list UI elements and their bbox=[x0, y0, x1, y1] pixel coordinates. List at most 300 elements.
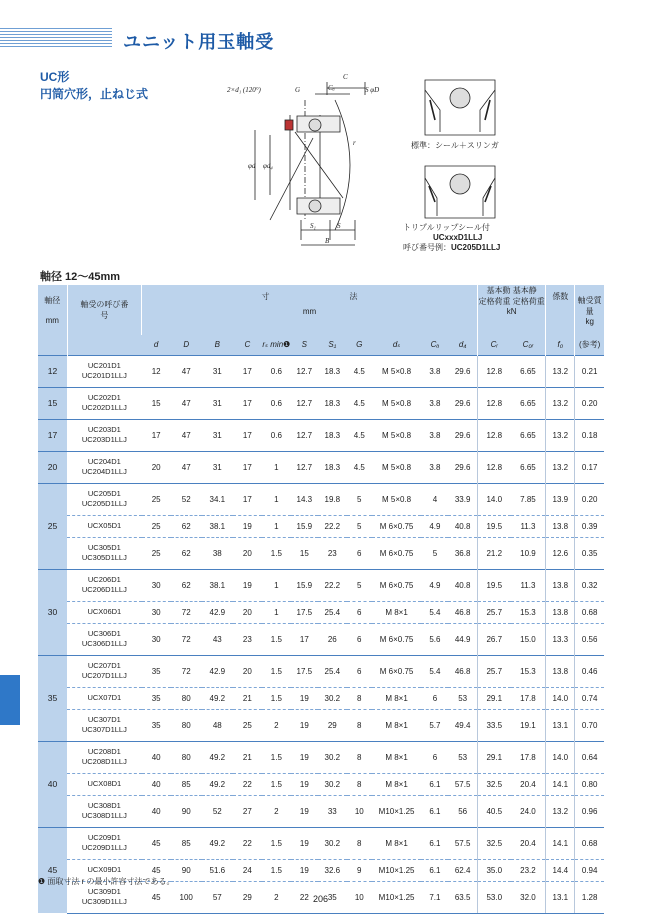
value-cell: 25 bbox=[142, 515, 171, 537]
value-cell: 7.1 bbox=[421, 881, 448, 913]
value-cell: 46.8 bbox=[448, 655, 477, 687]
value-cell: 13.8 bbox=[546, 515, 575, 537]
value-cell: 15.9 bbox=[291, 569, 318, 601]
value-cell: 35 bbox=[142, 709, 171, 741]
value-cell: 52 bbox=[202, 795, 233, 827]
value-cell: 38 bbox=[202, 537, 233, 569]
value-cell: 21.2 bbox=[477, 537, 510, 569]
value-cell: 19 bbox=[291, 795, 318, 827]
value-cell: 11.3 bbox=[511, 569, 546, 601]
value-cell: 1.28 bbox=[575, 881, 604, 913]
value-cell: 1.5 bbox=[262, 827, 291, 859]
value-cell: 80 bbox=[171, 687, 202, 709]
value-cell: 31 bbox=[202, 387, 233, 419]
part-number: UC201D1LLJ bbox=[81, 371, 127, 380]
value-cell: 40.8 bbox=[448, 569, 477, 601]
symbol-header: C₀ᵣ bbox=[511, 335, 546, 355]
value-cell: 5.7 bbox=[421, 709, 448, 741]
value-cell: 23.2 bbox=[511, 859, 546, 881]
value-cell: 0.32 bbox=[575, 569, 604, 601]
value-cell: 6 bbox=[347, 601, 372, 623]
part-number-cell bbox=[67, 451, 142, 483]
symbol-header: d₄ bbox=[448, 335, 477, 355]
value-cell: 6.65 bbox=[511, 451, 546, 483]
symbol-header: f₀ bbox=[546, 335, 575, 355]
value-cell: 0.68 bbox=[575, 601, 604, 623]
part-number: UC306D1 bbox=[87, 629, 121, 638]
value-cell: 30 bbox=[142, 623, 171, 655]
part-number-cell bbox=[67, 387, 142, 419]
value-cell: 18.3 bbox=[318, 355, 347, 387]
value-cell: 19 bbox=[233, 569, 262, 601]
part-number-cell bbox=[67, 773, 142, 795]
part-number: UC203D1 bbox=[87, 425, 121, 434]
value-cell: 80 bbox=[171, 741, 202, 773]
value-cell: 15.3 bbox=[511, 601, 546, 623]
page-title: ユニット用玉軸受 bbox=[123, 32, 275, 52]
value-cell: 23 bbox=[318, 537, 347, 569]
table-row bbox=[38, 709, 604, 741]
value-cell: 17.5 bbox=[291, 655, 318, 687]
value-cell: 1.5 bbox=[262, 741, 291, 773]
value-cell: 72 bbox=[171, 601, 202, 623]
value-cell: M10×1.25 bbox=[372, 881, 422, 913]
symbol-header: rₛ min❶ bbox=[262, 335, 291, 355]
value-cell: 15 bbox=[142, 387, 171, 419]
value-cell: 0.20 bbox=[575, 387, 604, 419]
value-cell: 5 bbox=[421, 537, 448, 569]
value-cell: 9 bbox=[347, 859, 372, 881]
value-cell: 53.0 bbox=[477, 881, 510, 913]
dimensions-unit: mm bbox=[142, 307, 478, 335]
part-number-cell bbox=[67, 687, 142, 709]
part-number: UC309D1LLJ bbox=[81, 897, 127, 906]
triple-seal-text: トリプルリップシール付 bbox=[403, 223, 490, 232]
shaft-range-heading: 軸径 12～45mm bbox=[40, 271, 121, 283]
part-number: UCX06D1 bbox=[87, 607, 122, 616]
value-cell: 13.8 bbox=[546, 601, 575, 623]
value-cell: 26.7 bbox=[477, 623, 510, 655]
value-cell: M 6×0.75 bbox=[372, 623, 422, 655]
value-cell: 13.2 bbox=[546, 451, 575, 483]
value-cell: 31 bbox=[202, 451, 233, 483]
shaft-diameter-cell: 30 bbox=[38, 569, 67, 655]
table-row bbox=[38, 741, 604, 773]
value-cell: 31 bbox=[202, 419, 233, 451]
value-cell: 13.3 bbox=[546, 623, 575, 655]
part-number-cell bbox=[67, 709, 142, 741]
table-row bbox=[38, 387, 604, 419]
value-cell: 17 bbox=[142, 419, 171, 451]
value-cell: 17 bbox=[233, 451, 262, 483]
value-cell: 12.7 bbox=[291, 355, 318, 387]
s1-label: S₁ bbox=[310, 222, 316, 230]
value-cell: 29.6 bbox=[448, 419, 477, 451]
value-cell: 45 bbox=[142, 859, 171, 881]
shaft-header: 軸径 mm bbox=[38, 285, 67, 335]
table-row bbox=[38, 601, 604, 623]
part-number: UC207D1 bbox=[87, 661, 121, 670]
value-cell: 0.96 bbox=[575, 795, 604, 827]
value-cell: 0.94 bbox=[575, 859, 604, 881]
value-cell: M 8×1 bbox=[372, 741, 422, 773]
value-cell: 85 bbox=[171, 773, 202, 795]
value-cell: 15.3 bbox=[511, 655, 546, 687]
value-cell: 1 bbox=[262, 483, 291, 515]
value-cell: 10.9 bbox=[511, 537, 546, 569]
value-cell: 25 bbox=[142, 483, 171, 515]
value-cell: 14.0 bbox=[477, 483, 510, 515]
value-cell: 3.8 bbox=[421, 451, 448, 483]
value-cell: M 6×0.75 bbox=[372, 569, 422, 601]
value-cell: 90 bbox=[171, 859, 202, 881]
value-cell: 4.5 bbox=[347, 419, 372, 451]
value-cell: 56 bbox=[448, 795, 477, 827]
value-cell: 12.6 bbox=[546, 537, 575, 569]
d4-label: φd₄ bbox=[263, 162, 273, 170]
symbol-header: Cₐ bbox=[421, 335, 448, 355]
value-cell: 4 bbox=[421, 483, 448, 515]
value-cell: 20 bbox=[233, 537, 262, 569]
table-row bbox=[38, 569, 604, 601]
sd-label: S φD bbox=[365, 86, 380, 94]
value-cell: 62.4 bbox=[448, 859, 477, 881]
value-cell: M 6×0.75 bbox=[372, 655, 422, 687]
part-number: UC202D1LLJ bbox=[81, 403, 127, 412]
shaft-diameter-cell: 20 bbox=[38, 451, 67, 483]
value-cell: 72 bbox=[171, 655, 202, 687]
value-cell: 32.5 bbox=[477, 773, 510, 795]
value-cell: 0.18 bbox=[575, 419, 604, 451]
value-cell: 21 bbox=[233, 687, 262, 709]
value-cell: 30 bbox=[142, 601, 171, 623]
bearing-section-drawing bbox=[215, 70, 395, 250]
triple-seal-code: UCxxxD1LLJ bbox=[433, 233, 483, 242]
value-cell: 13.2 bbox=[546, 419, 575, 451]
symbol-header: B bbox=[202, 335, 233, 355]
value-cell: 15.0 bbox=[511, 623, 546, 655]
value-cell: 5.4 bbox=[421, 601, 448, 623]
part-number-cell bbox=[67, 483, 142, 515]
value-cell: 18.3 bbox=[318, 387, 347, 419]
value-cell: 20 bbox=[142, 451, 171, 483]
rating-header: 基本動 基本静 定格荷重 定格荷重 bbox=[478, 286, 545, 306]
value-cell: 8 bbox=[347, 709, 372, 741]
value-cell: 19.1 bbox=[511, 709, 546, 741]
value-cell: 0.68 bbox=[575, 827, 604, 859]
symbol-header: (参考) bbox=[575, 335, 604, 355]
value-cell: 17 bbox=[291, 623, 318, 655]
s-label: S bbox=[337, 222, 341, 230]
symbol-header: G bbox=[347, 335, 372, 355]
angle-label: 2×d₁ (120°) bbox=[227, 86, 261, 94]
value-cell: 27 bbox=[233, 795, 262, 827]
shaft-diameter-cell: 35 bbox=[38, 655, 67, 741]
value-cell: 32.0 bbox=[511, 881, 546, 913]
value-cell: 1 bbox=[262, 569, 291, 601]
value-cell: 25 bbox=[233, 709, 262, 741]
value-cell: M 5×0.8 bbox=[372, 387, 422, 419]
part-number: UC305D1 bbox=[87, 543, 121, 552]
table-row bbox=[38, 515, 604, 537]
value-cell: 72 bbox=[171, 623, 202, 655]
value-cell: 19 bbox=[291, 741, 318, 773]
value-cell: 47 bbox=[171, 451, 202, 483]
value-cell: 17 bbox=[233, 387, 262, 419]
d-label: φd bbox=[248, 162, 256, 170]
c-label: C bbox=[343, 73, 348, 81]
value-cell: 6 bbox=[347, 623, 372, 655]
part-number: UC201D1 bbox=[87, 361, 121, 370]
value-cell: 29.6 bbox=[448, 355, 477, 387]
value-cell: 0.80 bbox=[575, 773, 604, 795]
value-cell: 6.65 bbox=[511, 387, 546, 419]
value-cell: 25.7 bbox=[477, 601, 510, 623]
part-number: UCX07D1 bbox=[87, 693, 122, 702]
value-cell: M 6×0.75 bbox=[372, 537, 422, 569]
shaft-diameter-cell: 12 bbox=[38, 355, 67, 387]
part-number: UC209D1LLJ bbox=[81, 843, 127, 852]
value-cell: 47 bbox=[171, 355, 202, 387]
value-cell: 0.64 bbox=[575, 741, 604, 773]
triple-lip-seal-drawing bbox=[405, 158, 515, 228]
value-cell: 3.8 bbox=[421, 387, 448, 419]
value-cell: 22 bbox=[291, 881, 318, 913]
value-cell: 12.8 bbox=[477, 419, 510, 451]
symbol-header: S₁ bbox=[318, 335, 347, 355]
value-cell: 25.4 bbox=[318, 601, 347, 623]
table-row bbox=[38, 773, 604, 795]
value-cell: 17.8 bbox=[511, 741, 546, 773]
value-cell: 6 bbox=[347, 537, 372, 569]
value-cell: 35 bbox=[318, 881, 347, 913]
value-cell: 14.1 bbox=[546, 773, 575, 795]
value-cell: 22.2 bbox=[318, 515, 347, 537]
value-cell: 8 bbox=[347, 827, 372, 859]
value-cell: 13.9 bbox=[546, 483, 575, 515]
value-cell: M 8×1 bbox=[372, 687, 422, 709]
value-cell: 20.4 bbox=[511, 827, 546, 859]
value-cell: M 8×1 bbox=[372, 709, 422, 741]
part-number: UC305D1LLJ bbox=[81, 553, 127, 562]
value-cell: 0.46 bbox=[575, 655, 604, 687]
example-prefix: 呼び番号例： bbox=[403, 243, 451, 252]
value-cell: 20 bbox=[233, 655, 262, 687]
value-cell: 43 bbox=[202, 623, 233, 655]
value-cell: 12 bbox=[142, 355, 171, 387]
value-cell: 33.9 bbox=[448, 483, 477, 515]
value-cell: 1.5 bbox=[262, 623, 291, 655]
standard-seal-caption: 標準：シール＋スリンガ bbox=[411, 141, 499, 150]
value-cell: 36.8 bbox=[448, 537, 477, 569]
value-cell: 62 bbox=[171, 569, 202, 601]
part-number-cell bbox=[67, 601, 142, 623]
part-number-cell bbox=[67, 419, 142, 451]
value-cell: M 5×0.8 bbox=[372, 451, 422, 483]
page-number: 206 bbox=[313, 894, 329, 904]
part-number-cell bbox=[67, 537, 142, 569]
type-label: UC形 bbox=[40, 70, 70, 84]
value-cell: 57 bbox=[202, 881, 233, 913]
value-cell: 57.5 bbox=[448, 827, 477, 859]
value-cell: 62 bbox=[171, 537, 202, 569]
value-cell: 18.3 bbox=[318, 451, 347, 483]
value-cell: 0.6 bbox=[262, 355, 291, 387]
part-number: UC306D1LLJ bbox=[81, 639, 127, 648]
table-row bbox=[38, 687, 604, 709]
part-number: UC307D1 bbox=[87, 715, 121, 724]
value-cell: 24 bbox=[233, 859, 262, 881]
part-number: UC307D1LLJ bbox=[81, 725, 127, 734]
value-cell: 40 bbox=[142, 773, 171, 795]
value-cell: 1.5 bbox=[262, 773, 291, 795]
value-cell: 1 bbox=[262, 601, 291, 623]
shaft-diameter-cell: 25 bbox=[38, 483, 67, 569]
value-cell: 62 bbox=[171, 515, 202, 537]
value-cell: 42.9 bbox=[202, 655, 233, 687]
shaft-diameter-cell: 15 bbox=[38, 387, 67, 419]
value-cell: 18.3 bbox=[318, 419, 347, 451]
value-cell: 13.2 bbox=[546, 355, 575, 387]
value-cell: 12.8 bbox=[477, 451, 510, 483]
value-cell: 13.8 bbox=[546, 655, 575, 687]
part-number: UC206D1LLJ bbox=[81, 585, 127, 594]
value-cell: 26 bbox=[318, 623, 347, 655]
value-cell: 6.65 bbox=[511, 419, 546, 451]
value-cell: M 8×1 bbox=[372, 773, 422, 795]
value-cell: 13.8 bbox=[546, 569, 575, 601]
value-cell: 53 bbox=[448, 687, 477, 709]
shaft-diameter-cell: 17 bbox=[38, 419, 67, 451]
value-cell: 30 bbox=[142, 569, 171, 601]
value-cell: 2 bbox=[262, 709, 291, 741]
value-cell: 21 bbox=[233, 741, 262, 773]
part-number-cell bbox=[67, 515, 142, 537]
value-cell: 4.5 bbox=[347, 355, 372, 387]
part-number-cell bbox=[67, 623, 142, 655]
part-number-cell bbox=[67, 355, 142, 387]
value-cell: 0.70 bbox=[575, 709, 604, 741]
value-cell: 3.8 bbox=[421, 355, 448, 387]
value-cell: 24.0 bbox=[511, 795, 546, 827]
table-row bbox=[38, 623, 604, 655]
symbol-header: D bbox=[171, 335, 202, 355]
part-number: UC203D1LLJ bbox=[81, 435, 127, 444]
value-cell: 14.3 bbox=[291, 483, 318, 515]
value-cell: 47 bbox=[171, 387, 202, 419]
value-cell: 17 bbox=[233, 419, 262, 451]
value-cell: 90 bbox=[171, 795, 202, 827]
part-number-cell bbox=[67, 827, 142, 859]
value-cell: 14.1 bbox=[546, 827, 575, 859]
value-cell: 4.9 bbox=[421, 515, 448, 537]
value-cell: 49.2 bbox=[202, 687, 233, 709]
g-label: G bbox=[295, 86, 301, 94]
value-cell: 19 bbox=[233, 515, 262, 537]
value-cell: 4.5 bbox=[347, 451, 372, 483]
value-cell: 100 bbox=[171, 881, 202, 913]
footnote: ❶ 面取寸法 r の最小許容寸法である。 bbox=[38, 877, 175, 886]
value-cell: 22 bbox=[233, 773, 262, 795]
value-cell: 49.2 bbox=[202, 773, 233, 795]
part-number: UC205D1LLJ bbox=[81, 499, 127, 508]
value-cell: 15 bbox=[291, 537, 318, 569]
value-cell: 29.1 bbox=[477, 741, 510, 773]
value-cell: 44.9 bbox=[448, 623, 477, 655]
value-cell: 5.4 bbox=[421, 655, 448, 687]
value-cell: 29.6 bbox=[448, 387, 477, 419]
value-cell: 12.8 bbox=[477, 355, 510, 387]
value-cell: 0.74 bbox=[575, 687, 604, 709]
value-cell: 23 bbox=[233, 623, 262, 655]
shaft-diameter-cell: 40 bbox=[38, 741, 67, 827]
value-cell: 0.20 bbox=[575, 483, 604, 515]
value-cell: 22.2 bbox=[318, 569, 347, 601]
value-cell: 33.5 bbox=[477, 709, 510, 741]
value-cell: 6 bbox=[421, 741, 448, 773]
value-cell: 4.9 bbox=[421, 569, 448, 601]
value-cell: 45 bbox=[142, 881, 171, 913]
part-header: 軸受の呼び番号 bbox=[67, 285, 142, 335]
part-number-cell bbox=[67, 741, 142, 773]
value-cell: 22 bbox=[233, 827, 262, 859]
value-cell: M 5×0.8 bbox=[372, 483, 422, 515]
r-label: r bbox=[353, 139, 356, 147]
value-cell: M 8×1 bbox=[372, 601, 422, 623]
value-cell: 25 bbox=[142, 537, 171, 569]
value-cell: 49.2 bbox=[202, 741, 233, 773]
value-cell: 45 bbox=[142, 827, 171, 859]
value-cell: 5 bbox=[347, 515, 372, 537]
part-number: UC204D1 bbox=[87, 457, 121, 466]
value-cell: 7.85 bbox=[511, 483, 546, 515]
value-cell: 51.6 bbox=[202, 859, 233, 881]
value-cell: 80 bbox=[171, 709, 202, 741]
part-number: UCX08D1 bbox=[87, 779, 122, 788]
value-cell: 30.2 bbox=[318, 741, 347, 773]
table-row bbox=[38, 451, 604, 483]
value-cell: 6.1 bbox=[421, 827, 448, 859]
value-cell: 6.65 bbox=[511, 355, 546, 387]
value-cell: 0.6 bbox=[262, 419, 291, 451]
value-cell: 10 bbox=[347, 881, 372, 913]
value-cell: 25.4 bbox=[318, 655, 347, 687]
value-cell: 29 bbox=[318, 709, 347, 741]
value-cell: 17.5 bbox=[291, 601, 318, 623]
value-cell: 0.39 bbox=[575, 515, 604, 537]
value-cell: 17 bbox=[233, 483, 262, 515]
value-cell: M 8×1 bbox=[372, 827, 422, 859]
value-cell: 35 bbox=[142, 687, 171, 709]
value-cell: 1.5 bbox=[262, 859, 291, 881]
value-cell: 0.6 bbox=[262, 387, 291, 419]
value-cell: 32.5 bbox=[477, 827, 510, 859]
value-cell: 6.1 bbox=[421, 859, 448, 881]
value-cell: 19 bbox=[291, 859, 318, 881]
value-cell: 19 bbox=[291, 827, 318, 859]
value-cell: 53 bbox=[448, 741, 477, 773]
value-cell: 30.2 bbox=[318, 773, 347, 795]
symbol-header: C bbox=[233, 335, 262, 355]
value-cell: 42.9 bbox=[202, 601, 233, 623]
part-number: UC207D1LLJ bbox=[81, 671, 127, 680]
value-cell: 49.2 bbox=[202, 827, 233, 859]
table-row bbox=[38, 419, 604, 451]
value-cell: 6 bbox=[347, 655, 372, 687]
part-number: UC308D1LLJ bbox=[81, 811, 127, 820]
value-cell: M 6×0.75 bbox=[372, 515, 422, 537]
value-cell: 2 bbox=[262, 795, 291, 827]
